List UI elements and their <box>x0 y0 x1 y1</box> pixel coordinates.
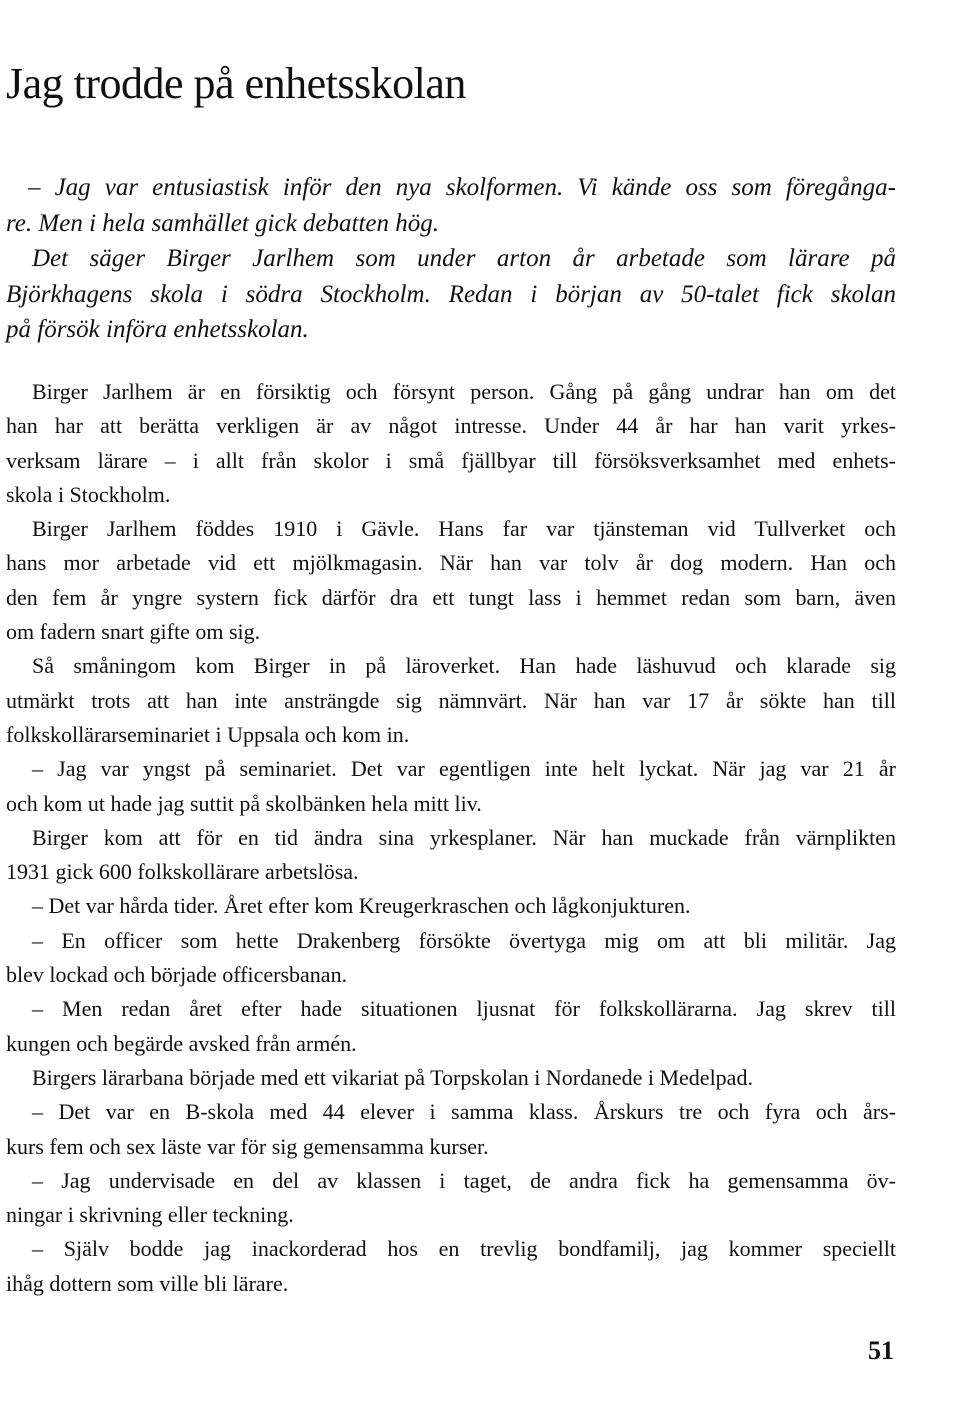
body-line: kurs fem och sex läste var för sig gemensamma kurser. <box>6 1133 489 1159</box>
article-body <box>6 375 896 1301</box>
body-line: – Det var en B-skola med 44 elever i samma klass. Årskurs tre och fyra och års- <box>32 1099 896 1125</box>
body-line: folkskollärarseminariet i Uppsala och kom in. <box>6 721 410 747</box>
intro-line: re. Men i hela samhället gick debatten hög. <box>6 209 439 237</box>
body-line: – Men redan året efter hade situationen ljusnat för folkskollärarna. Jag skrev till <box>32 996 896 1022</box>
page-number: 51 <box>868 1336 894 1365</box>
body-line: han har att berätta verkligen är av något intresse. Under 44 år har han varit yrkes- <box>6 413 896 439</box>
body-line: kungen och begärde avsked från armén. <box>6 1030 357 1056</box>
body-line: hans mor arbetade vid ett mjölkmagasin. När han var tolv år dog modern. Han och <box>6 550 896 576</box>
body-line: utmärkt trots att han inte ansträngde sig nämnvärt. När han var 17 år sökte han till <box>6 687 896 713</box>
body-line: 1931 gick 600 folkskollärare arbetslösa. <box>6 859 359 885</box>
article-title: Jag trodde på enhetsskolan <box>6 59 466 108</box>
intro-line: – Jag var entusiastisk inför den nya skolformen. Vi kände oss som föregånga- <box>28 174 896 201</box>
body-line: ihåg dottern som ville bli lärare. <box>6 1270 289 1296</box>
body-line: om fadern snart gifte om sig. <box>6 619 261 645</box>
body-line: – Jag var yngst på seminariet. Det var egentligen inte helt lyckat. När jag var 21 år <box>32 756 896 782</box>
body-line: Så småningom kom Birger in på läroverket. Han hade läshuvud och klarade sig <box>32 653 896 679</box>
body-line: och kom ut hade jag suttit på skolbänken hela mitt liv. <box>6 790 482 816</box>
body-line: Birger kom att för en tid ändra sina yrkesplaner. När han muckade från värnplikten <box>32 824 896 850</box>
body-line: – Jag undervisade en del av klassen i taget, de andra fick ha gemensamma öv- <box>32 1167 896 1193</box>
body-line: ningar i skrivning eller teckning. <box>6 1202 294 1228</box>
body-line: blev lockad och började officersbanan. <box>6 962 348 988</box>
body-line: den fem år yngre systern fick därför dra ett tungt lass i hemmet redan som barn, även <box>6 584 896 610</box>
body-line: – Det var hårda tider. Året efter kom Kreugerkraschen och lågkonjukturen. <box>32 893 691 919</box>
intro-line: på försök införa enhetsskolan. <box>6 316 309 344</box>
body-line: verksam lärare – i allt från skolor i små fjällbyar till försöksverksamhet med enhets- <box>6 447 896 473</box>
body-line: skola i Stockholm. <box>6 481 171 507</box>
intro-line: Det säger Birger Jarlhem som under arton år arbetade som lärare på <box>32 245 896 273</box>
body-line: Birgers lärarbana började med ett vikariat på Torpskolan i Nordanede i Medelpad. <box>32 1064 753 1090</box>
body-line: – En officer som hette Drakenberg försökte övertyga mig om att bli militär. Jag <box>32 927 896 953</box>
body-line: Birger Jarlhem är en försiktig och försynt person. Gång på gång undrar han om det <box>32 379 896 404</box>
body-line: – Själv bodde jag inackorderad hos en trevlig bondfamilj, jag kommer speciellt <box>32 1236 896 1262</box>
body-line: Birger Jarlhem föddes 1910 i Gävle. Hans far var tjänsteman vid Tullverket och <box>32 516 896 542</box>
intro-line: Björkhagens skola i södra Stockholm. Redan i början av 50-talet fick skolan <box>6 280 896 308</box>
article-intro <box>6 170 896 348</box>
